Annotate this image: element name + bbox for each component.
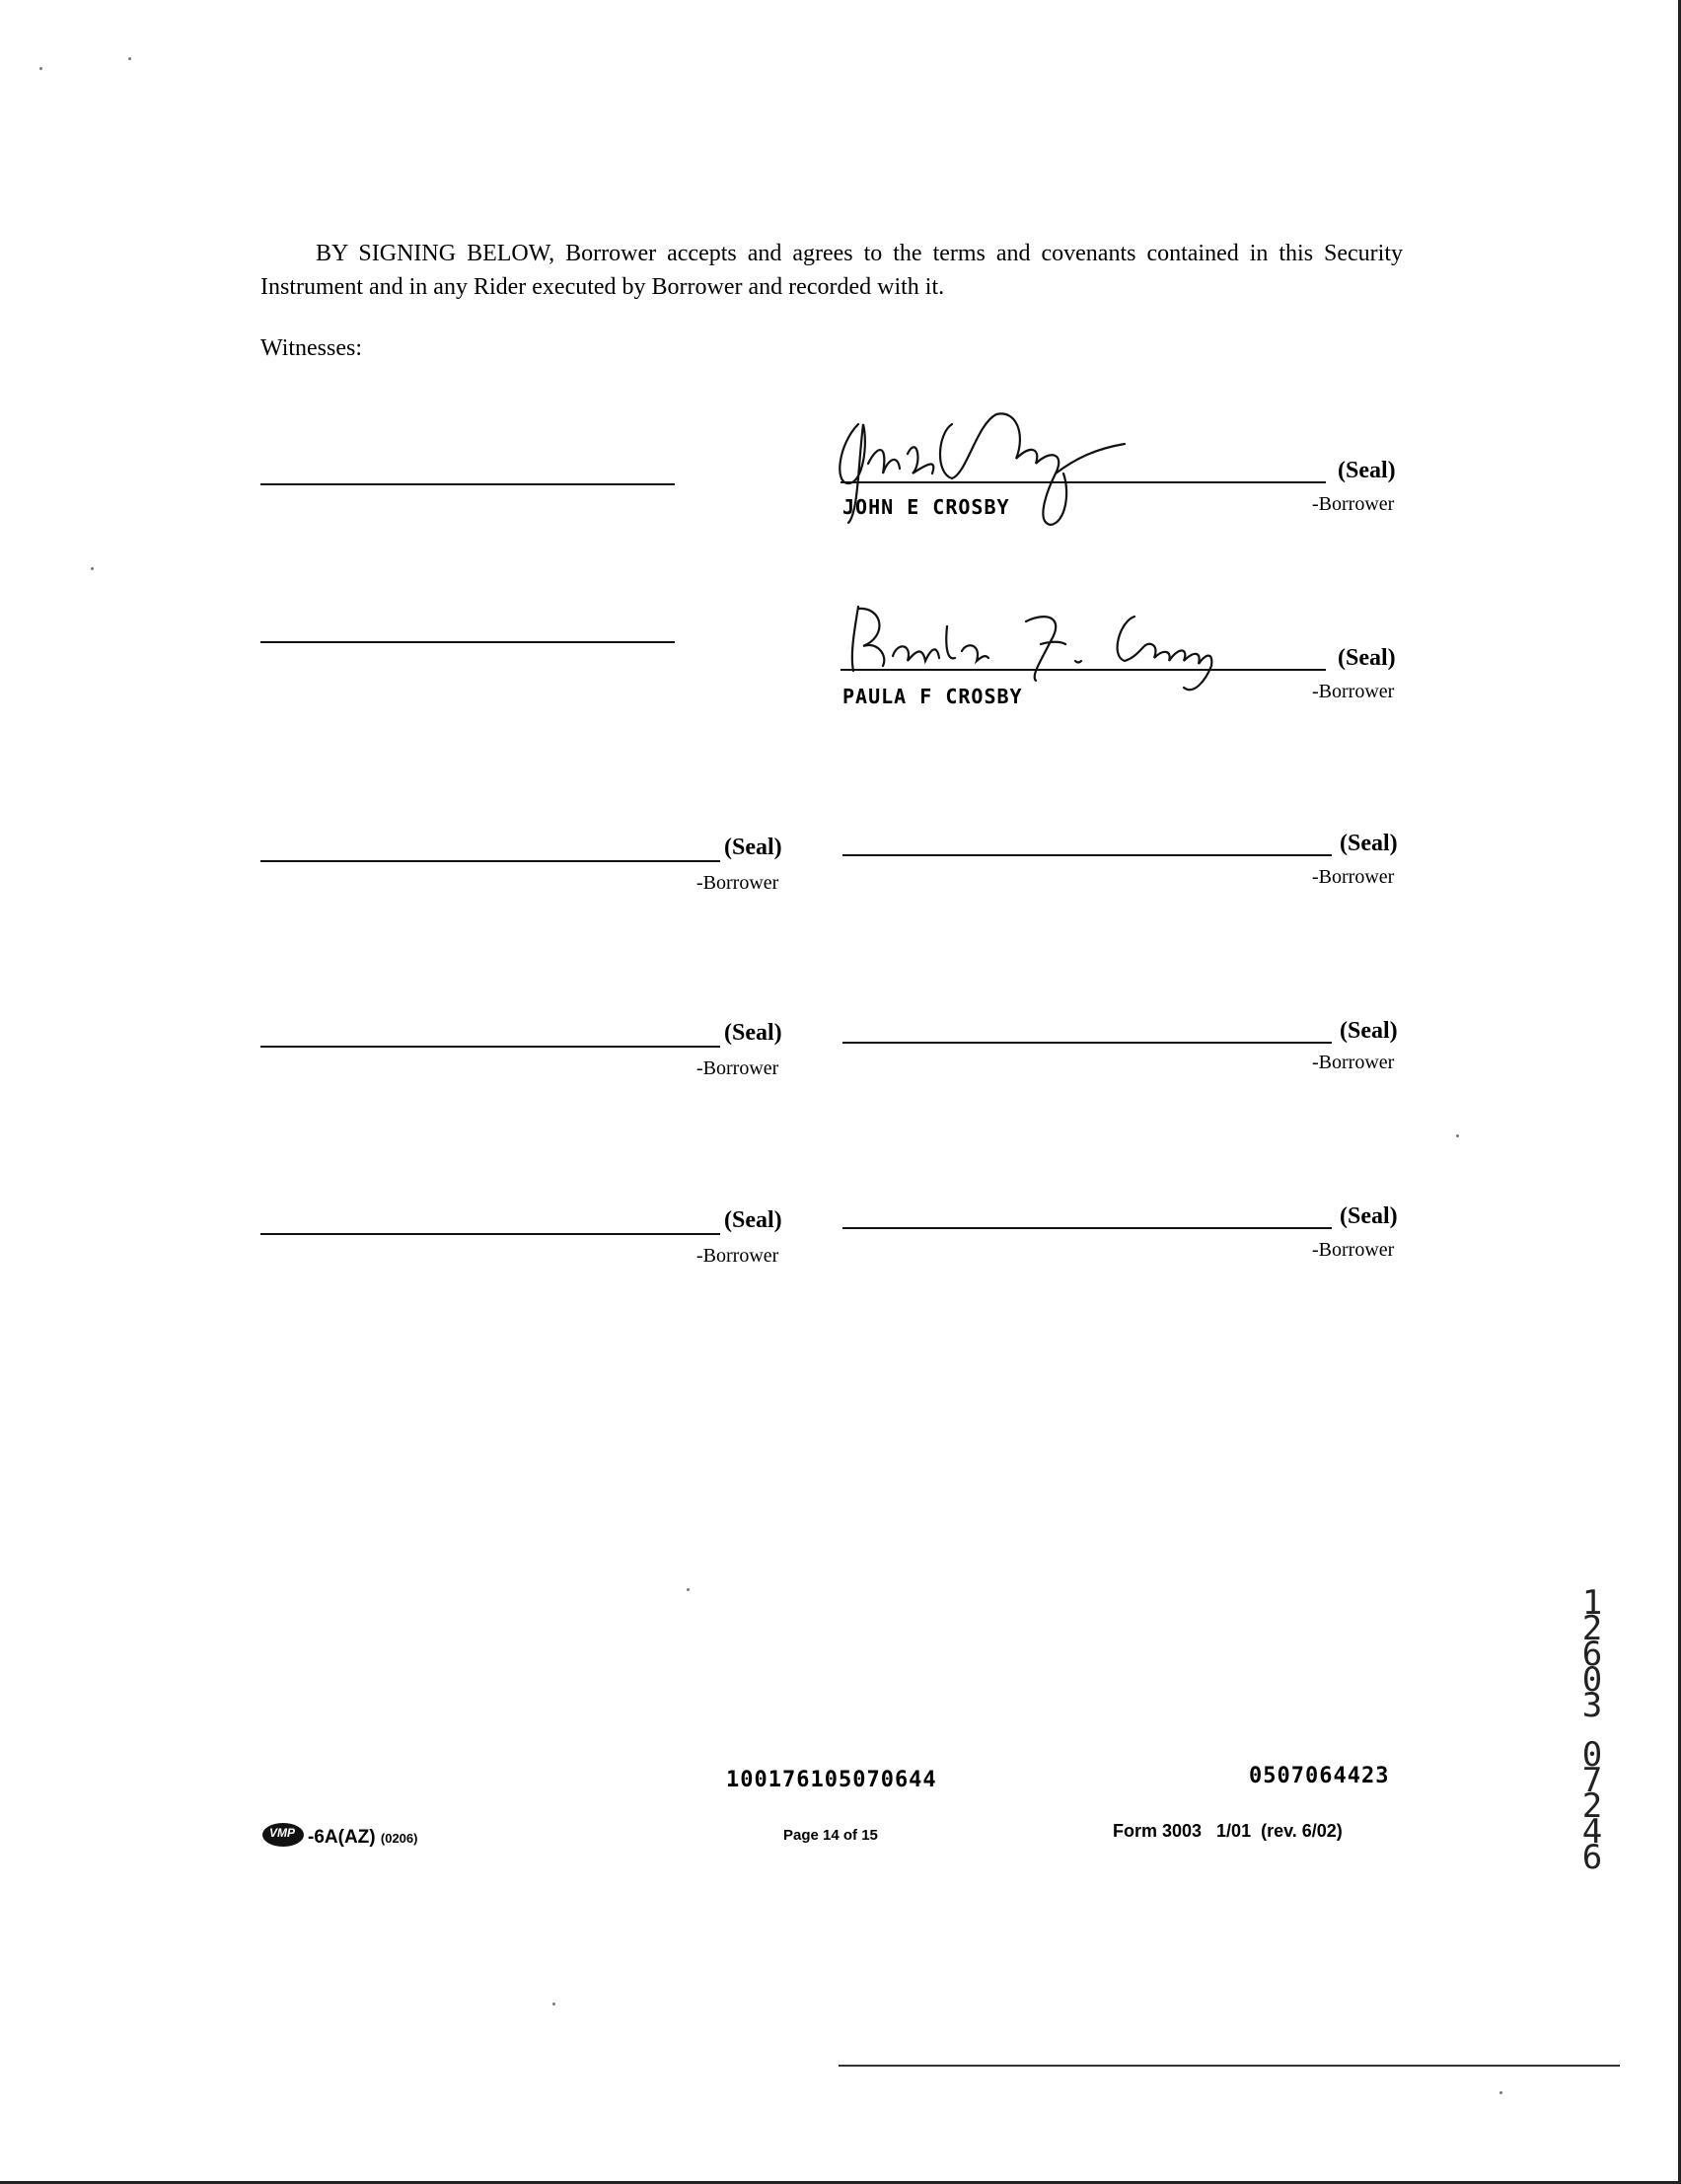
borrower-signature-line-8[interactable] xyxy=(842,1227,1332,1229)
witnesses-label: Witnesses: xyxy=(260,335,363,361)
signing-statement-lead: BY SIGNING BELOW, xyxy=(316,241,555,266)
borrower-label: -Borrower xyxy=(1312,493,1395,515)
recording-stamp xyxy=(1574,1583,1610,1877)
seal-label: (Seal) xyxy=(724,1020,782,1046)
borrower-label: -Borrower xyxy=(696,1057,779,1079)
form-info: Form 3003 1/01 (rev. 6/02) xyxy=(1113,1821,1343,1841)
seal-label: (Seal) xyxy=(724,1207,782,1233)
vmp-logo xyxy=(262,1823,304,1847)
borrower-label: -Borrower xyxy=(1312,1052,1395,1073)
seal-label: (Seal) xyxy=(1338,645,1396,671)
loan-number: 100176105070644 xyxy=(726,1768,937,1792)
recording-stamp-top: 12603 xyxy=(1581,1583,1603,1725)
signer-name-paula-crosby: PAULA F CROSBY xyxy=(842,685,1023,708)
scan-speck xyxy=(1456,1134,1459,1137)
signing-statement xyxy=(260,237,1403,304)
witness-signature-line-1[interactable] xyxy=(260,483,675,485)
scan-speck xyxy=(1499,2091,1502,2094)
signature-paula-crosby xyxy=(839,597,1223,705)
signing-statement-text: Borrower accepts and agrees to the terms and covenants contained in this Security Instrument and in any Rider executed by Borrower and recorded with it. xyxy=(260,241,1404,300)
borrower-signature-line-3[interactable] xyxy=(260,860,720,862)
borrower-signature-line-6[interactable] xyxy=(842,1042,1332,1044)
borrower-signature-line-4[interactable] xyxy=(842,854,1332,856)
borrower-signature-line-5[interactable] xyxy=(260,1046,720,1048)
borrower-label: -Borrower xyxy=(1312,1239,1395,1261)
scan-speck xyxy=(552,2002,555,2005)
seal-label: (Seal) xyxy=(724,835,782,860)
signer-name-john-crosby: JOHN E CROSBY xyxy=(842,495,1010,519)
recording-stamp-bottom: 07246 xyxy=(1581,1735,1603,1877)
scan-speck xyxy=(91,567,94,570)
seal-label: (Seal) xyxy=(1338,458,1396,483)
scan-speck xyxy=(128,57,131,60)
form-code-date: (0206) xyxy=(380,1831,418,1846)
borrower-label: -Borrower xyxy=(1312,681,1395,702)
signature-john-crosby xyxy=(829,404,1144,533)
scan-speck xyxy=(39,67,42,70)
form-code xyxy=(308,1827,417,1849)
borrower-label: -Borrower xyxy=(1312,866,1395,888)
seal-label: (Seal) xyxy=(1340,1018,1398,1044)
scan-artifact-line xyxy=(839,2065,1620,2067)
document-number: 0507064423 xyxy=(1249,1764,1390,1788)
seal-label: (Seal) xyxy=(1340,831,1398,856)
vmp-logo-text: VMP xyxy=(269,1826,296,1840)
borrower-label: -Borrower xyxy=(696,1245,779,1267)
form-code-text: -6A(AZ) xyxy=(308,1827,376,1848)
seal-label: (Seal) xyxy=(1340,1203,1398,1229)
borrower-signature-line-7[interactable] xyxy=(260,1233,720,1235)
scan-speck xyxy=(687,1588,690,1591)
page-number: Page 14 of 15 xyxy=(783,1827,878,1844)
witness-signature-line-2[interactable] xyxy=(260,641,675,643)
borrower-label: -Borrower xyxy=(696,872,779,894)
